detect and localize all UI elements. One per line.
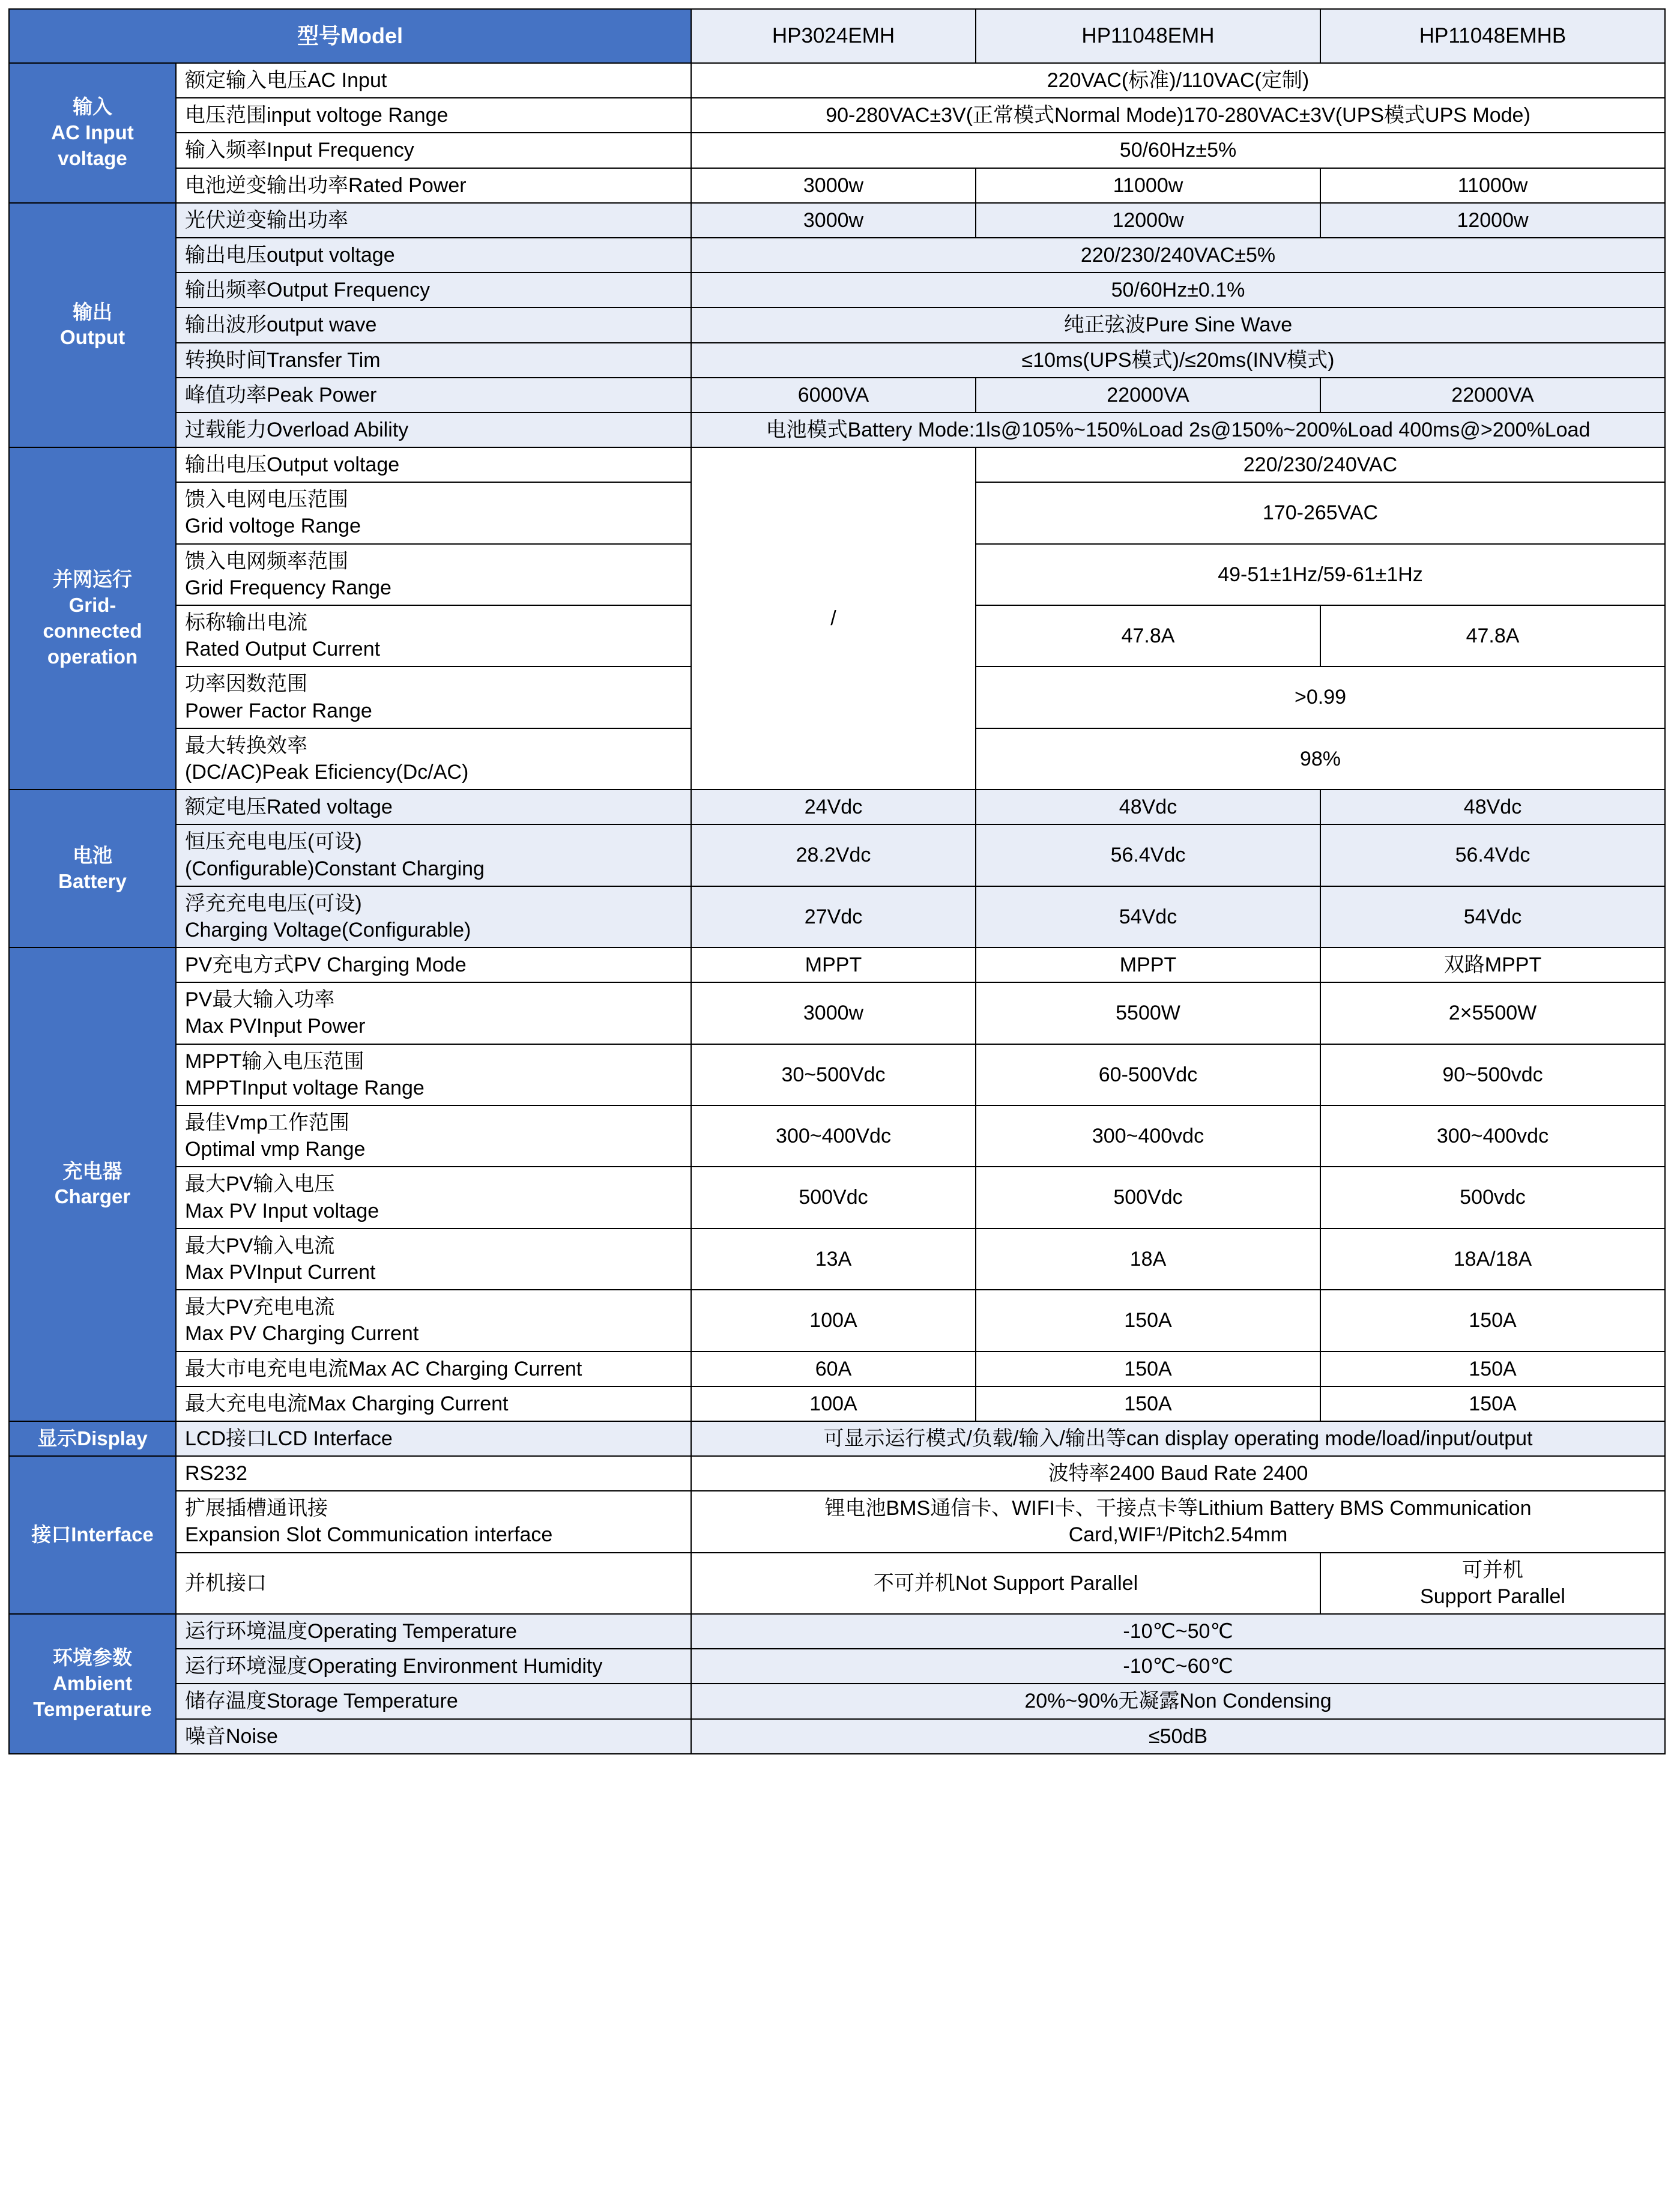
spec-label (176, 1105, 691, 1167)
spec-label (176, 1386, 691, 1421)
header-model-2: HP11048EMH (976, 9, 1320, 63)
group-label-battery (9, 790, 176, 947)
spec-label-line: 运行环境湿度Operating Environment Humidity (185, 1655, 603, 1678)
group-label-output (9, 203, 176, 447)
spec-label-line: Rated Output Current (185, 638, 381, 661)
group-label-en-1: Ambient (53, 1672, 132, 1694)
spec-value-all: ≤50dB (691, 1719, 1665, 1754)
spec-label (176, 666, 691, 728)
table-row (9, 412, 1665, 447)
table-row (9, 886, 1665, 947)
spec-label-line: LCD接口LCD Interface (185, 1427, 393, 1450)
spec-value-all: 90-280VAC±3V(正常模式Normal Mode)170-280VAC±3V(UPS模式UPS Mode) (691, 98, 1665, 133)
spec-label: 电池逆变输出功率Rated Power (176, 168, 691, 203)
table-row (9, 1684, 1665, 1718)
spec-value-all: 220VAC(标准)/110VAC(定制) (691, 63, 1665, 98)
table-row (9, 1167, 1665, 1228)
spec-label (176, 1228, 691, 1290)
table-row (9, 1421, 1665, 1456)
spec-label (176, 1044, 691, 1105)
group-label-display (9, 1421, 176, 1456)
spec-value-m2: 22000VA (976, 378, 1320, 412)
spec-label-line: RS232 (185, 1462, 247, 1485)
spec-value-m2: 150A (976, 1352, 1320, 1386)
spec-label-line: Max PV Input voltage (185, 1199, 379, 1222)
table-row (9, 1614, 1665, 1649)
table-row (9, 343, 1665, 378)
spec-label-line: PV充电方式PV Charging Mode (185, 953, 467, 977)
group-label-charger (9, 947, 176, 1421)
spec-label (176, 1352, 691, 1386)
spec-value-m2m3: 170-265VAC (976, 482, 1665, 543)
table-row (9, 790, 1665, 824)
spec-label-line: 浮充充电电压(可设) (185, 892, 362, 915)
spec-label (176, 605, 691, 666)
spec-value-m2: 300~400vdc (976, 1105, 1320, 1167)
spec-value-m2: MPPT (976, 947, 1320, 982)
spec-label-line: (Configurable)Constant Charging (185, 857, 485, 880)
spec-value-m2: 47.8A (976, 605, 1320, 666)
spec-label: 输入频率Input Frequency (176, 133, 691, 168)
table-row (9, 307, 1665, 342)
spec-value-m3: 47.8A (1320, 605, 1665, 666)
table-row (9, 168, 1665, 203)
spec-value-m2: 5500W (976, 982, 1320, 1044)
group-label-en-1: Grid- (68, 594, 116, 617)
group-label-en-1: AC Input (51, 121, 134, 144)
spec-value-m2: 150A (976, 1386, 1320, 1421)
spec-label-line: 最大充电电流Max Charging Current (185, 1392, 509, 1415)
spec-value-m3: 56.4Vdc (1320, 824, 1665, 886)
spec-value-m1: 6000VA (691, 378, 976, 412)
spec-label-line: Max PVInput Current (185, 1260, 376, 1284)
spec-value-all: 可显示运行模式/负载/输入/输出等can display operating mode/load/input/output (691, 1421, 1665, 1456)
table-row (9, 947, 1665, 982)
table-row (9, 982, 1665, 1044)
spec-value-all: 波特率2400 Baud Rate 2400 (691, 1456, 1665, 1491)
spec-label (176, 947, 691, 982)
spec-label-line: 功率因数范围 (185, 672, 307, 696)
spec-value-line: 锂电池BMS通信卡、WIFI卡、干接点卡等Lithium Battery BMS Communication (824, 1497, 1532, 1520)
spec-value-m2: 48Vdc (976, 790, 1320, 824)
spec-label-line: 馈入电网电压范围 (185, 488, 348, 512)
group-label-cn: 充电器 (62, 1159, 122, 1182)
spec-value-m1: 300~400Vdc (691, 1105, 976, 1167)
spec-label: 峰值功率Peak Power (176, 378, 691, 412)
spec-label-line: 最大PV输入电压 (185, 1173, 335, 1196)
spec-value-m1: 27Vdc (691, 886, 976, 947)
spec-label (176, 1290, 691, 1351)
spec-label-line: 最大转换效率 (185, 734, 307, 757)
spec-label-line: Grid Frequency Range (185, 576, 391, 599)
spec-label (176, 1719, 691, 1754)
spec-value-m2m3: >0.99 (976, 666, 1665, 728)
spec-value-m3: 11000w (1320, 168, 1665, 203)
spec-label (176, 982, 691, 1044)
spec-value-all: -10℃~60℃ (691, 1649, 1665, 1684)
group-label-en-3: operation (47, 645, 138, 668)
table-row (9, 1290, 1665, 1351)
spec-label-line: 馈入电网频率范围 (185, 549, 348, 573)
spec-value-m1: 30~500Vdc (691, 1044, 976, 1105)
spec-value-m1: 13A (691, 1228, 976, 1290)
table-row (9, 133, 1665, 168)
spec-label (176, 544, 691, 605)
spec-label-line: Max PVInput Power (185, 1015, 366, 1038)
spec-label: 输出电压output voltage (176, 238, 691, 273)
table-row (9, 824, 1665, 886)
spec-label-line: 储存温度Storage Temperature (185, 1690, 458, 1713)
header-model-3: HP11048EMHB (1320, 9, 1665, 63)
spec-label-line: 输出电压Output voltage (185, 453, 400, 477)
spec-label-line: MPPT输入电压范围 (185, 1050, 364, 1073)
spec-value-all: 50/60Hz±0.1% (691, 273, 1665, 307)
spec-value-m3: 150A (1320, 1386, 1665, 1421)
spec-value-m3: 2×5500W (1320, 982, 1665, 1044)
spec-value-m3: 90~500vdc (1320, 1044, 1665, 1105)
spec-label (176, 824, 691, 886)
spec-label: 转换时间Transfer Tim (176, 343, 691, 378)
spec-value-all (691, 1491, 1665, 1552)
table-row (9, 1719, 1665, 1754)
spec-value-all: 20%~90%无凝露Non Condensing (691, 1684, 1665, 1718)
spec-value-m3: 双路MPPT (1320, 947, 1665, 982)
spec-value-m1: 24Vdc (691, 790, 976, 824)
spec-label (176, 1649, 691, 1684)
spec-value-all: 50/60Hz±5% (691, 133, 1665, 168)
spec-label: 额定输入电压AC Input (176, 63, 691, 98)
header-model-label: 型号Model (9, 9, 691, 63)
spec-value-not-applicable: / (691, 447, 976, 790)
spec-value-m1: 500Vdc (691, 1167, 976, 1228)
spec-label (176, 1421, 691, 1456)
spec-label-line: Max PV Charging Current (185, 1322, 419, 1346)
spec-label-line: 标称输出电流 (185, 611, 307, 634)
spec-value-parallel-no: 不可并机Not Support Parallel (691, 1553, 1320, 1614)
spec-value-m2: 54Vdc (976, 886, 1320, 947)
spec-label-line: (DC/AC)Peak Eficiency(Dc/AC) (185, 760, 469, 784)
spec-value-all: 电池模式Battery Mode:1ls@105%~150%Load 2s@150%~200%Load 400ms@>200%Load (691, 412, 1665, 447)
group-label-grid-connected (9, 447, 176, 790)
spec-label (176, 790, 691, 824)
spec-value-m2: 60-500Vdc (976, 1044, 1320, 1105)
spec-label (176, 447, 691, 482)
table-row (9, 378, 1665, 412)
spec-value-m2: 11000w (976, 168, 1320, 203)
spec-value-m1: 100A (691, 1386, 976, 1421)
spec-value-line: 可并机 (1462, 1558, 1523, 1582)
spec-label: 过载能力Overload Ability (176, 412, 691, 447)
spec-value-m3: 150A (1320, 1352, 1665, 1386)
spec-value-m1: 28.2Vdc (691, 824, 976, 886)
spec-value-m2: 12000w (976, 203, 1320, 238)
spec-value-m1: 100A (691, 1290, 976, 1351)
spec-label-line: 运行环境温度Operating Temperature (185, 1620, 518, 1643)
spec-value-m3: 500vdc (1320, 1167, 1665, 1228)
spec-label-line: 最大市电充电电流Max AC Charging Current (185, 1357, 582, 1380)
spec-value-m2m3: 49-51±1Hz/59-61±1Hz (976, 544, 1665, 605)
spec-label-line: 噪音Noise (185, 1724, 278, 1748)
header-model-1: HP3024EMH (691, 9, 976, 63)
table-row (9, 1456, 1665, 1491)
spec-value-m3: 18A/18A (1320, 1228, 1665, 1290)
group-label-en-2: connected (43, 620, 142, 642)
spec-label (176, 886, 691, 947)
spec-label-line: Expansion Slot Communication interface (185, 1523, 553, 1547)
spec-label-line: 额定电压Rated voltage (185, 796, 393, 819)
table-row (9, 447, 1665, 482)
group-label-ac-input (9, 63, 176, 203)
group-label-cn: 接口Interface (31, 1523, 154, 1546)
spec-value-m2m3: 220/230/240VAC (976, 447, 1665, 482)
table-row (9, 63, 1665, 98)
group-label-en-1: Battery (58, 869, 127, 892)
spec-value-m3: 48Vdc (1320, 790, 1665, 824)
spec-label-line: 最佳Vmp工作范围 (185, 1111, 349, 1134)
group-label-cn: 显示Display (37, 1427, 148, 1449)
spec-label-line: 最大PV输入电流 (185, 1234, 335, 1257)
table-row (9, 1228, 1665, 1290)
spec-value-m3: 54Vdc (1320, 886, 1665, 947)
table-row (9, 1386, 1665, 1421)
group-label-cn: 电池 (73, 844, 112, 866)
group-label-cn: 环境参数 (53, 1646, 132, 1669)
spec-value-all: ≤10ms(UPS模式)/≤20ms(INV模式) (691, 343, 1665, 378)
spec-value-all: 纯正弦波Pure Sine Wave (691, 307, 1665, 342)
spec-label (176, 482, 691, 543)
group-label-ambient (9, 1614, 176, 1754)
spec-label (176, 1491, 691, 1552)
spec-label-line: Power Factor Range (185, 699, 372, 722)
table-row (9, 1553, 1665, 1614)
group-label-en-2: voltage (58, 147, 127, 169)
specification-table (8, 8, 1666, 1754)
table-row (9, 238, 1665, 273)
spec-value-m2: 500Vdc (976, 1167, 1320, 1228)
spec-label-line: Grid voltoge Range (185, 515, 361, 538)
spec-label (176, 1614, 691, 1649)
spec-label-line: MPPTInput voltage Range (185, 1076, 425, 1099)
table-row (9, 1044, 1665, 1105)
spec-label-line: Optimal vmp Range (185, 1138, 366, 1161)
table-row (9, 1105, 1665, 1167)
spec-label-line: 扩展插槽通讯接 (185, 1497, 328, 1520)
group-label-en-2: Temperature (33, 1697, 152, 1720)
spec-value-m2m3: 98% (976, 728, 1665, 790)
spec-value-m2: 150A (976, 1290, 1320, 1351)
group-label-cn: 输入 (73, 95, 112, 118)
spec-value-all: 220/230/240VAC±5% (691, 238, 1665, 273)
spec-value-line: Support Parallel (1420, 1585, 1565, 1608)
spec-label-line: 恒压充电电压(可设) (185, 830, 362, 854)
table-row (9, 203, 1665, 238)
spec-label (176, 1167, 691, 1228)
table-row (9, 273, 1665, 307)
spec-label (176, 728, 691, 790)
table-header-row (9, 9, 1665, 63)
group-label-en-1: Charger (54, 1185, 131, 1208)
group-label-interface (9, 1456, 176, 1614)
spec-label (176, 1456, 691, 1491)
table-row (9, 1352, 1665, 1386)
spec-value-m2: 18A (976, 1228, 1320, 1290)
spec-value-m1: 3000w (691, 203, 976, 238)
spec-label-line: Charging Voltage(Configurable) (185, 918, 471, 941)
table-row (9, 1649, 1665, 1684)
spec-value-m3: 22000VA (1320, 378, 1665, 412)
spec-value-all: -10℃~50℃ (691, 1614, 1665, 1649)
spec-label: 输出波形output wave (176, 307, 691, 342)
spec-label-line: 最大PV充电电流 (185, 1296, 335, 1319)
spec-value-m1: 3000w (691, 982, 976, 1044)
spec-value-m3: 150A (1320, 1290, 1665, 1351)
spec-value-m1: 60A (691, 1352, 976, 1386)
group-label-en-1: Output (59, 326, 125, 349)
spec-label (176, 1553, 691, 1614)
spec-value-m1: 3000w (691, 168, 976, 203)
group-label-cn: 并网运行 (53, 568, 132, 591)
spec-value-m3: 300~400vdc (1320, 1105, 1665, 1167)
group-label-cn: 输出 (73, 300, 112, 323)
spec-label: 电压范围input voltoge Range (176, 98, 691, 133)
spec-label (176, 1684, 691, 1718)
spec-value-line: Card,WIF¹/Pitch2.54mm (1068, 1523, 1288, 1547)
spec-value-m2: 56.4Vdc (976, 824, 1320, 886)
spec-value-parallel-yes (1320, 1553, 1665, 1614)
spec-label-line: 并机接口 (185, 1571, 267, 1595)
spec-label: 光伏逆变输出功率 (176, 203, 691, 238)
spec-label: 输出频率Output Frequency (176, 273, 691, 307)
spec-label-line: PV最大输入功率 (185, 988, 335, 1012)
table-row (9, 98, 1665, 133)
table-row (9, 1491, 1665, 1552)
spec-value-m1: MPPT (691, 947, 976, 982)
spec-value-m3: 12000w (1320, 203, 1665, 238)
